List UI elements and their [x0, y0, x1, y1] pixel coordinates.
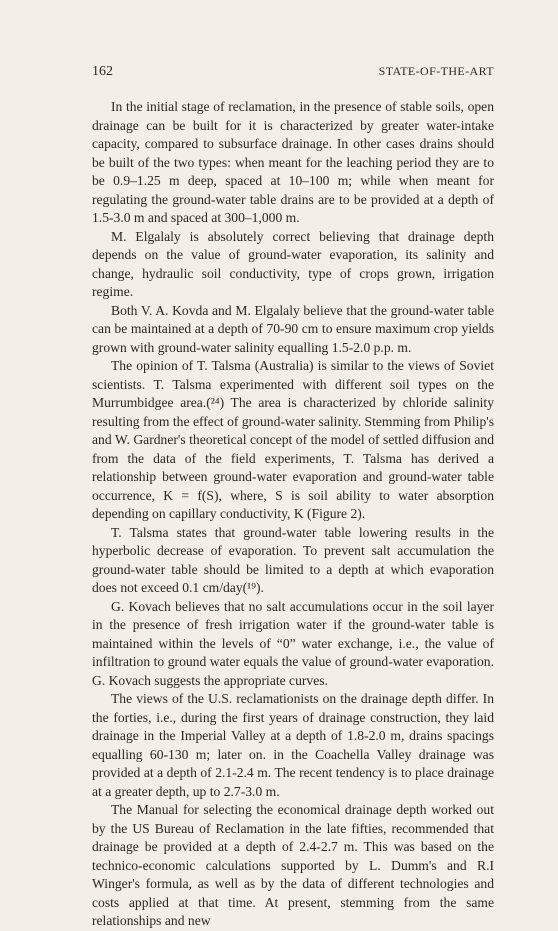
paragraph: T. Talsma states that ground-water table lowering results in the hyperbolic decrease of evaporation. To prevent salt accumulation the ground-water table should be limited to a depth at which evaporation does not exceed 0.1 cm/day(¹⁹).: [92, 524, 494, 595]
paragraph: G. Kovach believes that no salt accumulations occur in the soil layer in the presence of fresh irrigation water if the ground-water table is maintained within the levels of “0” water exchange, i.e., the value of infiltration to ground water equals the value of ground-water evaporation. G. Kovach suggests the appropriate curves.: [92, 598, 494, 688]
page-number: 162: [92, 64, 113, 79]
paragraph: The Manual for selecting the economical drainage depth worked out by the US Bureau of Reclamation in the late fifties, recommended that drainage be provided at a depth of 2.4-2.7 m. This was based on the technico-economic calculations supported by L. Dumm's and R.I Winger's formula, as well as by the data of different technologies and costs applied at that time. At present, stemming from the same relationships and new: [92, 802, 494, 928]
paragraph: Both V. A. Kovda and M. Elgalaly believe that the ground-water table can be maintained at a depth of 70-90 cm to ensure maximum crop yields grown with ground-water salinity equalling 1.5-2.0 p.p. m.: [92, 302, 494, 355]
paragraph: M. Elgalaly is absolutely correct believing that drainage depth depends on the value of ground-water evaporation, its salinity and change, hydraulic soil conductivity, type of crops grown, irrigation regime.: [92, 228, 494, 299]
paragraph: The views of the U.S. reclamationists on the drainage depth differ. In the forties, i.e., during the first years of drainage construction, they laid drainage in the Imperial Valley at a depth of 1.8-2.0 m, drains spacings equalling 60-130 m; later on. in the Coachella Valley drainage was provided at a depth of 2.1-2.4 m. The recent tendency is to place drainage at a greater depth, up to 2.7-3.0 m.: [92, 691, 494, 799]
paragraph: The opinion of T. Talsma (Australia) is similar to the views of Soviet scientists. T. Talsma experimented with different soil types on the Murrumbidgee area.(²⁴) The area is characterized by chloride salinity resulting from the effect of ground-water salinity. Stemming from Philip's and W. Gardner's theoretical concept of the model of settled diffusion and from the data of the field experiments, T. Talsma has derived a relationship between ground-water evaporation and ground-water table occurrence, K = f(S), where, S is soil ability to water absorption depending on capillary conductivity, K (Figure 2).: [92, 358, 494, 521]
paragraph: In the initial stage of reclamation, in the presence of stable soils, open drainage can be built for it is characterized by greater water-intake capacity, compared to subsurface drainage. In other cases drains should be built of the two types: when meant for the leaching period they are to be 0.9–1.25 m deep, spaced at 10–100 m; while when meant for regulating the ground-water table drains are to be provided at a depth of 1.5-3.0 m and spaced at 300–1,000 m.: [92, 99, 494, 225]
body-text: [92, 98, 494, 931]
page-header: [92, 64, 494, 82]
running-head: STATE-OF-THE-ART: [378, 64, 494, 78]
